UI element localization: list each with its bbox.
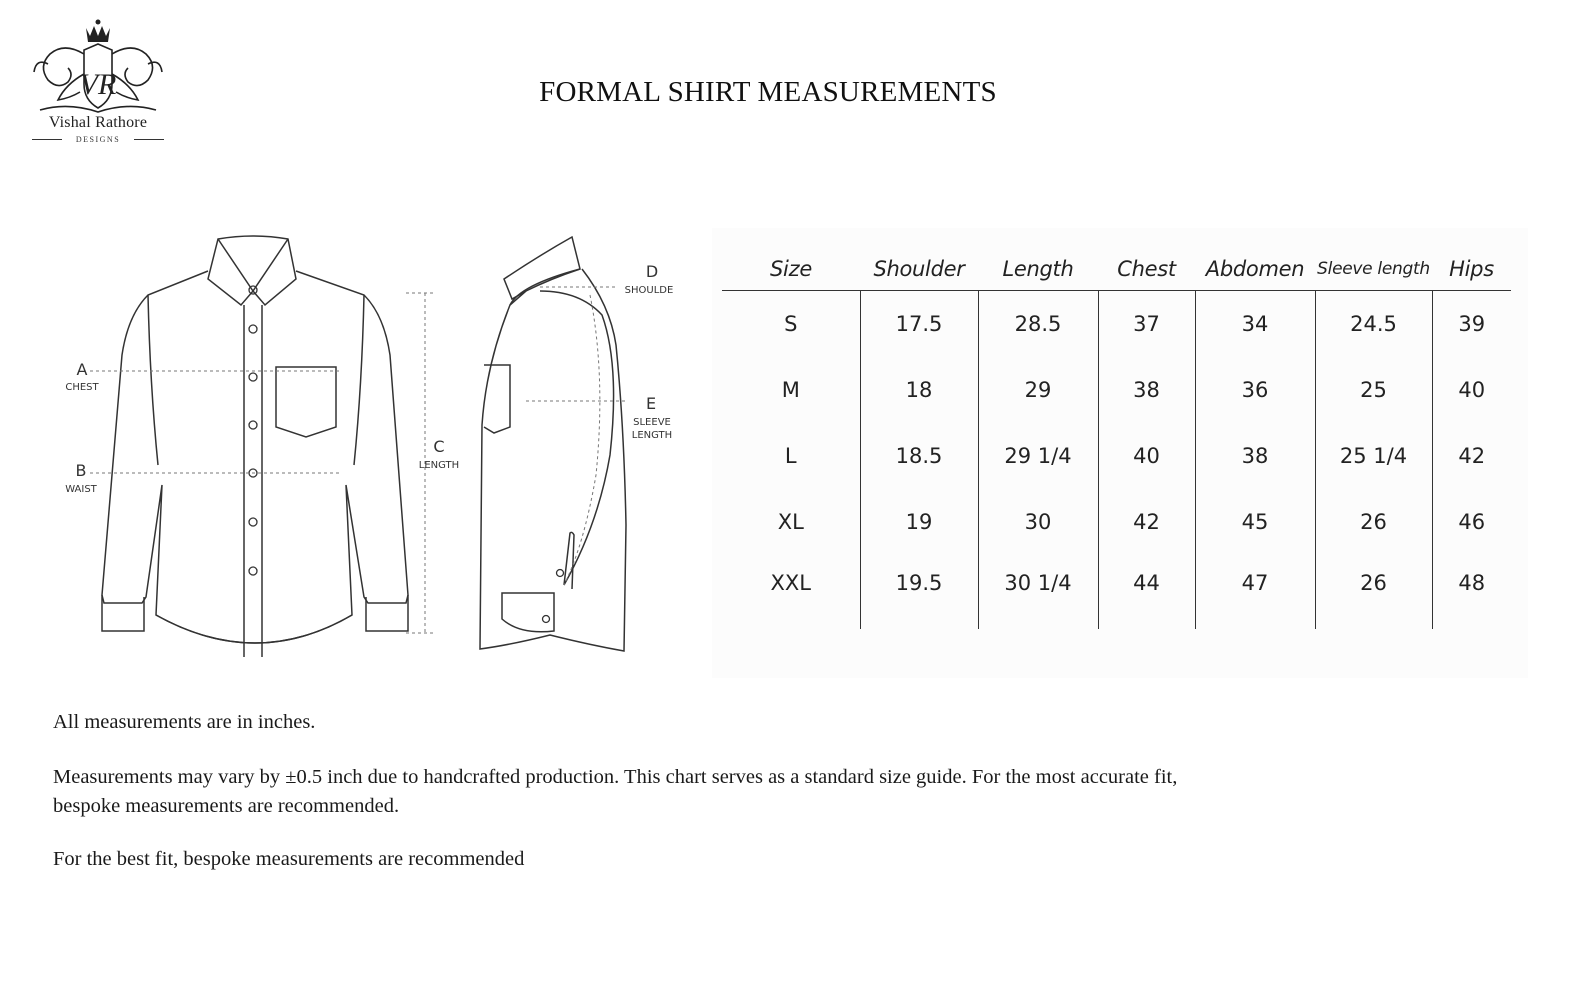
cell-shoulder: 18: [860, 357, 978, 423]
label-e-length: LENGTH: [631, 430, 673, 441]
cell-abdomen: 45: [1195, 489, 1315, 555]
cell-shoulder: 17.5: [860, 291, 978, 358]
cell-abdomen: 47: [1195, 555, 1315, 629]
cell-size: XL: [777, 510, 804, 534]
label-d-letter: D: [645, 262, 659, 281]
cell-chest: 38: [1098, 357, 1195, 423]
label-e-letter: E: [645, 394, 657, 413]
cell-chest: 40: [1098, 423, 1195, 489]
cell-size: M: [781, 378, 800, 402]
cell-chest: 42: [1098, 489, 1195, 555]
table-row: [722, 555, 1511, 629]
shirt-side-drawing: [480, 237, 626, 651]
shirt-front-drawing: [102, 236, 408, 657]
size-table: [722, 248, 1511, 629]
cell-hips: 40: [1432, 357, 1511, 423]
cell-hips: 46: [1432, 489, 1511, 555]
front-buttons: [249, 286, 257, 575]
table-row: [722, 489, 1511, 555]
cell-abdomen: 38: [1195, 423, 1315, 489]
table-header-row: [722, 248, 1511, 291]
header-size: Size: [722, 248, 860, 291]
cell-hips: 42: [1432, 423, 1511, 489]
label-b-waist: WAIST: [65, 484, 97, 495]
note-best-fit: For the best fit, bespoke measurements are recommended: [53, 848, 525, 870]
cell-chest: 44: [1098, 555, 1195, 629]
header-shoulder: Shoulder: [860, 248, 978, 291]
table-row: [722, 357, 1511, 423]
cell-shoulder: 18.5: [860, 423, 978, 489]
cell-length: 28.5: [978, 291, 1098, 358]
measurement-notes: [53, 708, 1183, 874]
page-title: FORMAL SHIRT MEASUREMENTS: [539, 76, 997, 108]
cell-chest: 37: [1098, 291, 1195, 358]
cell-length: 29: [978, 357, 1098, 423]
note-units: All measurements are in inches.: [53, 711, 316, 733]
label-a-letter: A: [76, 360, 88, 379]
label-c-length: LENGTH: [418, 460, 460, 471]
cell-shoulder: 19: [860, 489, 978, 555]
cell-sleeve-length: 26: [1315, 555, 1432, 629]
table-row: [722, 423, 1511, 489]
cell-hips: 39: [1432, 291, 1511, 358]
cell-shoulder: 19.5: [860, 555, 978, 629]
brand-rule-right: [134, 139, 164, 140]
label-a-chest: CHEST: [65, 382, 99, 393]
label-c-letter: C: [433, 437, 445, 456]
shirt-measurement-diagram: [50, 225, 690, 665]
header-length: Length: [978, 248, 1098, 291]
cell-size: L: [784, 444, 797, 468]
cell-length: 29 1/4: [978, 423, 1098, 489]
label-d-shoulder: SHOULDE: [624, 285, 674, 296]
cell-size: S: [784, 312, 798, 336]
brand-subtitle: DESIGNS: [75, 135, 121, 144]
cell-sleeve-length: 25 1/4: [1315, 423, 1432, 489]
cell-abdomen: 34: [1195, 291, 1315, 358]
note-variance: Measurements may vary by ±0.5 inch due to handcrafted production. This chart serves as a standard size guide. For the most accurate fit, bespoke measurements are recommended.: [53, 766, 1178, 817]
cell-sleeve-length: 26: [1315, 489, 1432, 555]
cell-sleeve-length: 25: [1315, 357, 1432, 423]
cell-length: 30 1/4: [978, 555, 1098, 629]
cell-size: XXL: [770, 571, 811, 595]
header-sleeve-length: Sleeve length: [1315, 248, 1432, 291]
table-row: [722, 291, 1511, 358]
size-chart: [712, 228, 1528, 678]
label-e-sleeve: SLEEVE: [633, 417, 671, 428]
cell-sleeve-length: 24.5: [1315, 291, 1432, 358]
svg-text:VR: VR: [79, 68, 117, 101]
brand-name: Vishal Rathore: [48, 114, 148, 131]
header-abdomen: Abdomen: [1195, 248, 1315, 291]
cell-hips: 48: [1432, 555, 1511, 629]
cell-length: 30: [978, 489, 1098, 555]
label-b-letter: B: [75, 461, 87, 480]
header-chest: Chest: [1098, 248, 1195, 291]
cell-abdomen: 36: [1195, 357, 1315, 423]
header-hips: Hips: [1432, 248, 1511, 291]
